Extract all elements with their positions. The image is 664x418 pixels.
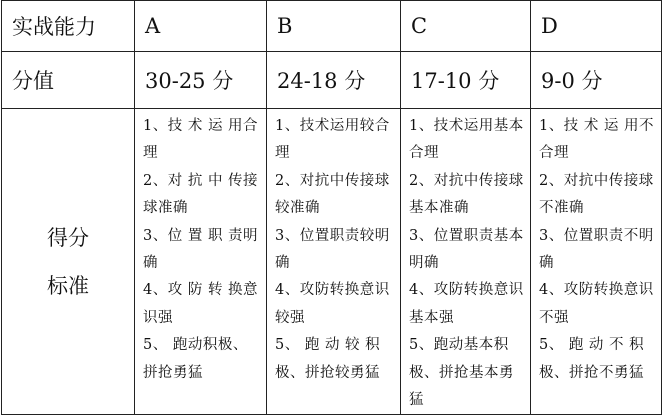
criteria-item: 5、 跑 动 不 积极、拼抢不勇猛 [538, 337, 645, 381]
criteria-list-a [135, 109, 266, 387]
criteria-item: 1、技术运用基本合理 [409, 118, 524, 162]
header-row-label: 实战能力 [2, 1, 135, 52]
criteria-item: 2、对抗中传接球基本准确 [409, 172, 524, 217]
criteria-item: 3、位置职责基本明确 [409, 227, 524, 272]
criteria-cell-d [530, 109, 661, 415]
score-value-d: 9-0 分 [530, 52, 661, 109]
score-row [2, 52, 662, 109]
grade-c-header: C [401, 1, 531, 52]
criteria-cell-b [267, 109, 401, 415]
header-row [2, 1, 662, 52]
criteria-item: 4、攻防转换意识基本强 [409, 282, 524, 326]
criteria-item: 2、对抗中传接球不准确 [538, 172, 654, 217]
scoring-grid [1, 0, 662, 415]
criteria-list-d [531, 109, 661, 387]
criteria-item: 2、对 抗 中 传接球准确 [143, 172, 259, 217]
criteria-item: 4、攻 防 转 换意识强 [143, 282, 259, 326]
criteria-row-label [2, 109, 135, 415]
grade-a-header: A [135, 1, 267, 52]
criteria-item: 2、对抗中传接球较准确 [275, 172, 390, 217]
criteria-item: 1、技 术 运 用合理 [143, 118, 259, 162]
score-value-a: 30-25 分 [135, 52, 267, 109]
criteria-item: 3、位置职责较明确 [275, 227, 390, 272]
criteria-list-b [267, 109, 400, 387]
grade-b-header: B [267, 1, 401, 52]
criteria-item: 5、 跑 动 较 积极、拼抢较勇猛 [275, 337, 381, 381]
score-value-c: 17-10 分 [401, 52, 531, 109]
criteria-item: 5、 跑动积极、拼抢勇猛 [143, 337, 248, 381]
criteria-row [2, 109, 662, 415]
criteria-item: 1、技术运用较合理 [275, 118, 390, 162]
criteria-item: 4、攻防转换意识不强 [538, 282, 654, 326]
criteria-item: 1、技 术 运 用不合理 [538, 118, 655, 162]
criteria-list-c [401, 109, 530, 414]
criteria-item: 4、攻防转换意识较强 [275, 282, 390, 326]
score-value-b: 24-18 分 [267, 52, 401, 109]
criteria-cell-a [135, 109, 267, 415]
grade-d-header: D [530, 1, 661, 52]
criteria-label-line1: 得分 [47, 225, 89, 250]
criteria-item: 3、位置职责不明确 [538, 227, 654, 272]
criteria-cell-c [401, 109, 531, 415]
criteria-item: 5、跑动基本积极、拼抢基本勇猛 [409, 337, 514, 409]
score-row-label: 分值 [2, 52, 135, 109]
criteria-label-line2: 标准 [47, 273, 89, 298]
criteria-item: 3、位 置 职 责明确 [143, 227, 259, 272]
